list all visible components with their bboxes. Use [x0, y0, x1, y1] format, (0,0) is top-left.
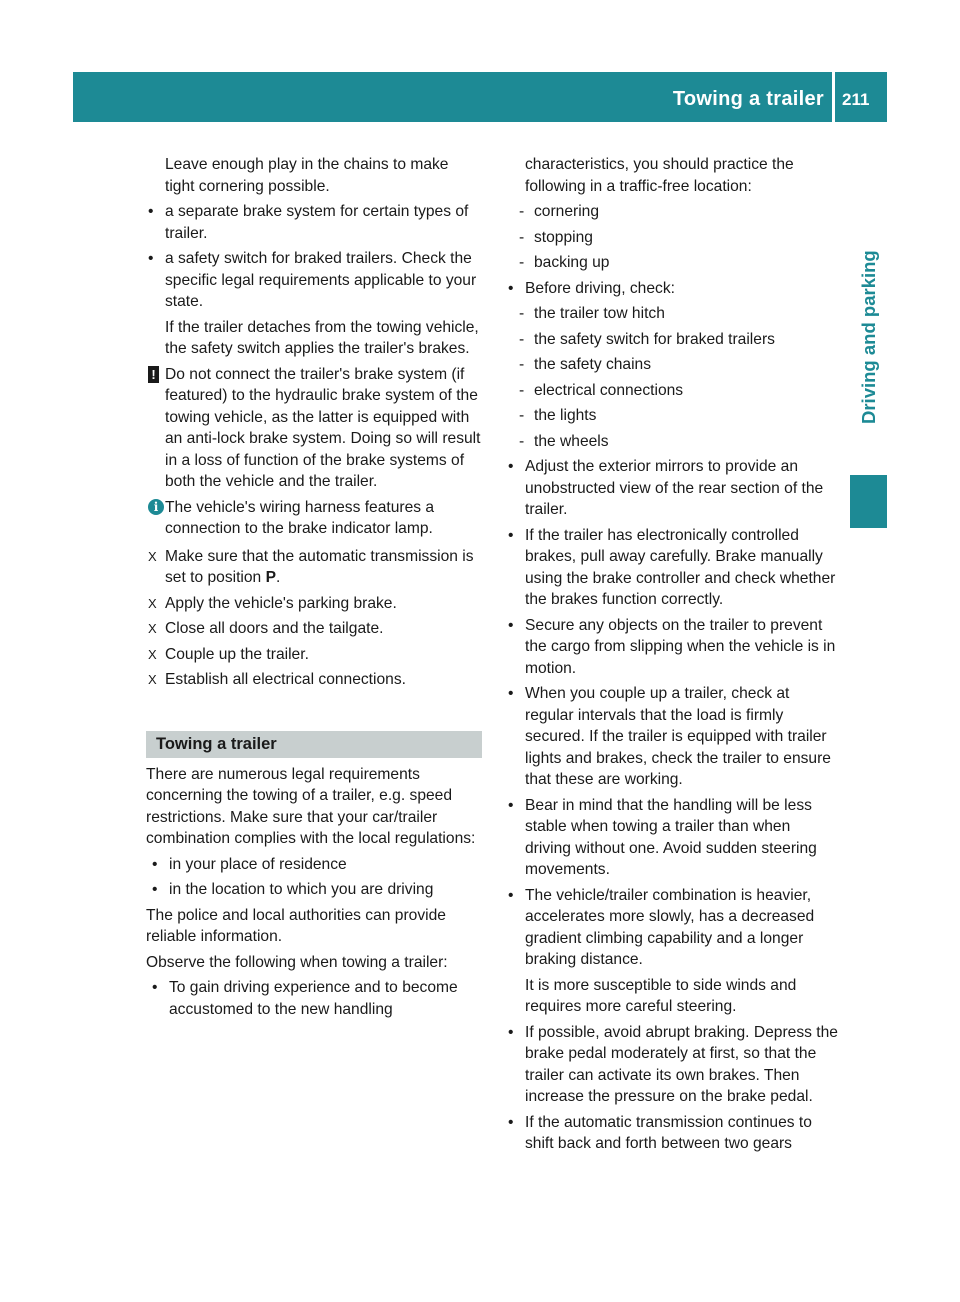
chapter-tab-marker: [850, 475, 887, 528]
list-item: • Bear in mind that the handling will be less stable when towing a trailer than when driving without one. Avoid sudden steering movements.: [508, 796, 817, 878]
bullet-marker: •: [508, 616, 514, 634]
page-title: Towing a trailer: [672, 88, 824, 110]
list-item: • To gain driving experience and to become accustomed to the new handling: [152, 979, 458, 1018]
bullet-marker: •: [508, 796, 514, 814]
list-item-note: It is more susceptible to side winds and requires more careful steering.: [525, 976, 797, 1015]
sub-list-item: - backing up: [508, 252, 838, 274]
dash-marker: -: [519, 330, 525, 348]
sub-list-item: - the safety switch for braked trailers: [508, 329, 838, 351]
list-item: • Before driving, check:: [508, 278, 838, 300]
list-item: • in your place of residence: [152, 854, 482, 876]
bullet-marker: •: [508, 886, 514, 904]
instruction-step: X Apply the vehicle's parking brake.: [148, 593, 482, 615]
bullet-marker: •: [152, 979, 158, 996]
paragraph: Observe the following when towing a trailer:: [146, 953, 448, 971]
dash-marker: -: [519, 254, 525, 271]
info-note: i The vehicle's wiring harness features a connection to the brake indicator lamp.: [148, 497, 482, 540]
list-item: • Adjust the exterior mirrors to provide an unobstructed view of the rear section of the trailer.: [508, 458, 824, 518]
header-divider: [832, 72, 835, 122]
sub-list-item: - the wheels: [508, 431, 838, 453]
bullet-marker: •: [508, 1113, 514, 1131]
dash-marker: -: [519, 381, 525, 399]
sub-list-item: - electrical connections: [508, 380, 838, 402]
list-item: • a separate brake system for certain types of trailer.: [148, 203, 469, 242]
dash-marker: -: [519, 356, 525, 373]
list-item: • When you couple up a trailer, check at regular intervals that the load is firmly secured. If the trailer is equipped with trailer lights and brakes, check the trailer to ensure that these are working.: [508, 685, 831, 788]
bullet-marker: •: [508, 458, 514, 475]
paragraph: There are numerous legal requirements concerning the towing of a trailer, e.g. speed restrictions. Make sure that your car/trailer combination complies with the local regulations:: [146, 765, 476, 847]
info-icon: i: [148, 499, 164, 515]
chapter-tab-label: Driving and parking: [858, 250, 879, 424]
dash-marker: -: [519, 305, 525, 322]
dash-marker: -: [519, 407, 525, 424]
step-marker-icon: X: [148, 646, 157, 662]
left-column: [148, 154, 482, 1024]
paragraph: The police and local authorities can provide reliable information.: [146, 906, 446, 945]
warning-icon: !: [148, 366, 159, 383]
instruction-step: X Couple up the trailer.: [148, 644, 482, 666]
sub-list-item: - the safety chains: [508, 354, 838, 376]
list-item: • a safety switch for braked trailers. Check the specific legal requirements applicable to your state.: [148, 250, 477, 310]
bullet-marker: •: [148, 203, 154, 220]
warning-note: ! Do not connect the trailer's brake system (if featured) to the hydraulic brake system of the towing vehicle, as the latter is equipped with an anti-lock brake system. Doing so will result in a loss of function of the brake systems of both the vehicle and the trailer.: [148, 364, 482, 493]
sub-list-item: - stopping: [508, 227, 838, 249]
dash-marker: -: [519, 203, 525, 220]
bullet-marker: •: [508, 685, 514, 702]
right-column: [508, 154, 838, 1159]
continued-text: Leave enough play in the chains to make tight cornering possible.: [165, 156, 449, 195]
sub-list-item: - cornering: [508, 201, 838, 223]
list-item: • If the automatic transmission continues to shift back and forth between two gears: [508, 1113, 812, 1152]
list-item: • in the location to which you are driving: [152, 879, 482, 901]
bullet-marker: •: [508, 526, 514, 544]
bullet-marker: •: [508, 279, 514, 297]
sub-list-item: - the trailer tow hitch: [508, 303, 838, 325]
bullet-marker: •: [508, 1023, 514, 1041]
list-item: • Secure any objects on the trailer to prevent the cargo from slipping when the vehicle is in motion.: [508, 616, 836, 677]
instruction-step: X Close all doors and the tailgate.: [148, 618, 482, 640]
bullet-marker: •: [148, 250, 154, 267]
step-marker-icon: X: [148, 621, 157, 636]
dash-marker: -: [519, 228, 525, 246]
step-marker-icon: X: [148, 548, 157, 564]
continued-text: characteristics, you should practice the following in a traffic-free location:: [525, 156, 794, 195]
list-item: • If the trailer has electronically controlled brakes, pull away carefully. Brake manually using the brake controller and check whether the brakes function correctly.: [508, 526, 836, 608]
sub-list-item: - the lights: [508, 405, 838, 427]
list-item: • The vehicle/trailer combination is heavier, accelerates more slowly, has a decreased gradient climbing capability and a longer braking distance.: [508, 886, 815, 968]
page-number: 211: [842, 90, 870, 109]
list-item-note: If the trailer detaches from the towing vehicle, the safety switch applies the trailer's brakes.: [165, 318, 479, 357]
step-marker-icon: X: [148, 595, 157, 611]
bullet-marker: •: [152, 855, 158, 873]
dash-marker: -: [519, 432, 525, 450]
section-heading: Towing a trailer: [146, 731, 482, 758]
step-marker-icon: X: [148, 672, 157, 687]
list-item: • If possible, avoid abrupt braking. Depress the brake pedal moderately at first, so that the trailer can activate its own brakes. Then increase the pressure on the brake pedal.: [508, 1023, 838, 1105]
instruction-step: X Establish all electrical connections.: [148, 669, 482, 691]
bullet-marker: •: [152, 881, 158, 898]
instruction-step: X Make sure that the automatic transmission is set to position P.: [148, 547, 474, 586]
